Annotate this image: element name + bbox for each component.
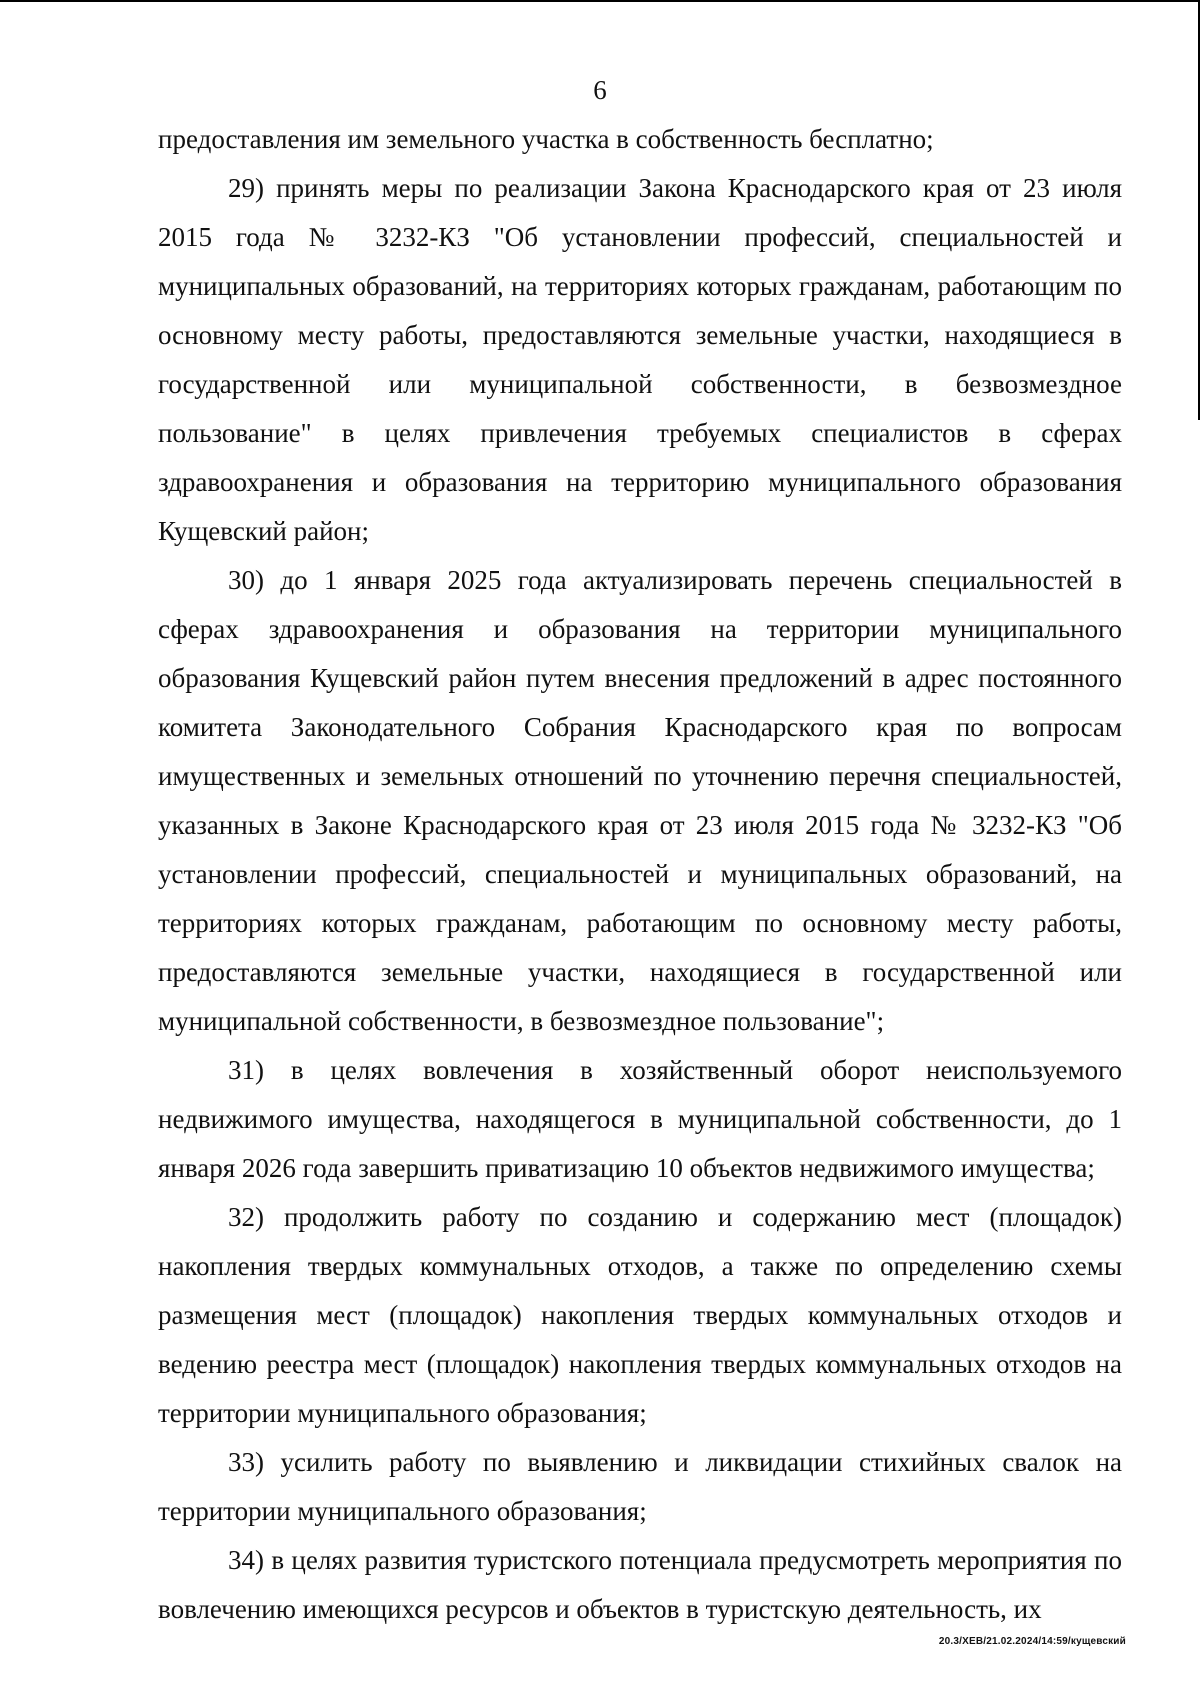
paragraph-item-34: 34) в целях развития туристского потенциала предусмотреть мероприятия по вовлечению имеющихся ресурсов и объектов в туристскую деятельность, их bbox=[158, 1545, 1122, 1624]
scan-top-edge bbox=[0, 0, 1200, 2]
footer-registration-code: 20.3/ХЕВ/21.02.2024/14:59/кущевский bbox=[938, 1636, 1126, 1647]
paragraph-item-32: 32) продолжить работу по созданию и содержанию мест (площадок) накопления твердых коммунальных отходов, а также по определению схемы размещения мест (площадок) накопления твердых коммунальных отходов и ведению реестра мест (площадок) накопления твердых коммунальных отходов на территории муниципального образования; bbox=[158, 1202, 1122, 1428]
paragraph-item-29: 29) принять меры по реализации Закона Краснодарского края от 23 июля 2015 года № 3232-КЗ "Об установлении профессий, специальностей и муниципальных образований, на территориях которых гражданам, работающим по основному месту работы, предоставляются земельные участки, находящиеся в государственной или муниципальной собственности, в безвозмездное пользование" в целях привлечения требуемых специалистов в сферах здравоохранения и образования на территорию муниципального образования Кущевский район; bbox=[158, 173, 1122, 546]
document-body bbox=[158, 115, 1122, 1634]
paragraph-continuation: предоставления им земельного участка в собственность бесплатно; bbox=[158, 124, 934, 154]
paragraph-item-31: 31) в целях вовлечения в хозяйственный оборот неиспользуемого недвижимого имущества, находящегося в муниципальной собственности, до 1 января 2026 года завершить приватизацию 10 объектов недвижимого имущества; bbox=[158, 1055, 1122, 1183]
page-number: 6 bbox=[593, 75, 607, 105]
paragraph-item-33: 33) усилить работу по выявлению и ликвидации стихийных свалок на территории муниципального образования; bbox=[158, 1447, 1122, 1526]
paragraph-item-30: 30) до 1 января 2025 года актуализировать перечень специальностей в сферах здравоохранения и образования на территории муниципального образования Кущевский район путем внесения предложений в адрес постоянного комитета Законодательного Собрания Краснодарского края по вопросам имущественных и земельных отношений по уточнению перечня специальностей, указанных в Законе Краснодарского края от 23 июля 2015 года № 3232-КЗ "Об установлении профессий, специальностей и муниципальных образований, на территориях которых гражданам, работающим по основному месту работы, предоставляются земельные участки, находящиеся в государственной или муниципальной собственности, в безвозмездное пользование"; bbox=[158, 565, 1122, 1036]
